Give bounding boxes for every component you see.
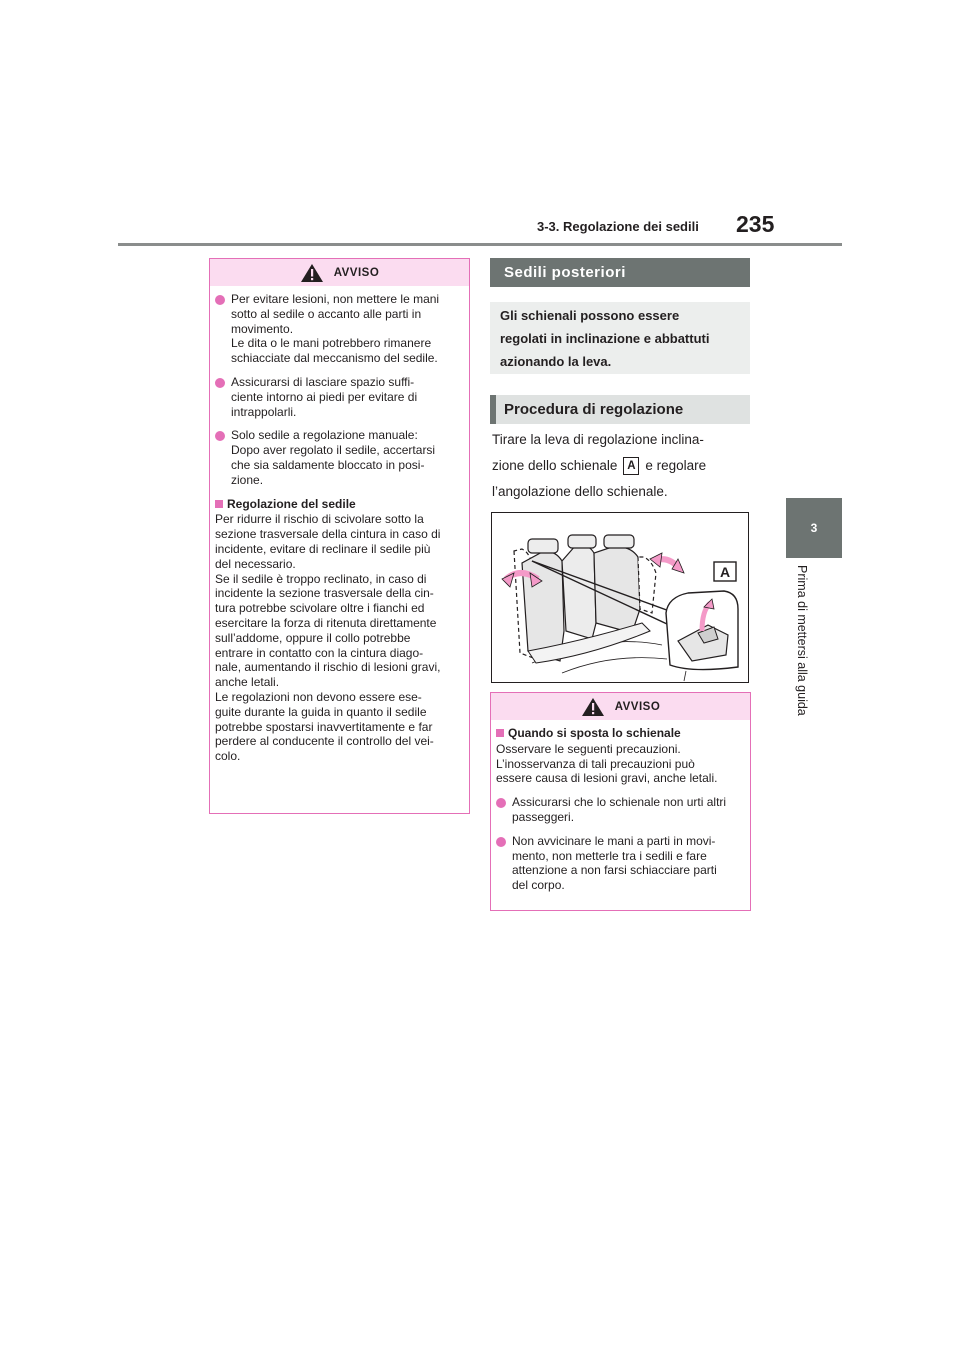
warning-bullet: Per evitare lesioni, non mettere le mani sotto al sedile o accanto alle parti in movimento. Le dita o le mani potrebbero rimanere schiacciate dal meccanismo del sedile.: [215, 292, 461, 366]
bullet-dot-icon: [215, 431, 225, 441]
warning-bullet: Non avvicinare le mani a parti in movi- mento, non metterle tra i sedili e fare attenzione a non farsi schiacciare parti del corpo.: [496, 834, 742, 893]
page-number: 235: [736, 211, 775, 237]
warning-triangle-icon: [581, 697, 605, 717]
warning-bullet: Solo sedile a regolazione manuale: Dopo aver regolato il sedile, accertarsi che sia saldamente bloccato in posi- zione.: [215, 428, 461, 487]
warning-subheading: Quando si sposta lo schienale: [496, 726, 742, 741]
section-title: 3-3. Regolazione dei sedili: [537, 219, 699, 234]
square-bullet-icon: [496, 729, 504, 737]
warning-header: [491, 693, 750, 720]
warning-box-right: [490, 692, 751, 911]
bullet-dot-icon: [496, 837, 506, 847]
warning-paragraph: Osservare le seguenti precauzioni. L’inosservanza di tali precauzioni può essere causa di lesioni gravi, anche letali.: [496, 741, 718, 786]
intro-text: Gli schienali possono essere regolati in inclinazione e abbattuti azionando la leva.: [500, 308, 710, 369]
warning-header: [210, 259, 469, 286]
warning-box-left: [209, 258, 470, 814]
warning-title: AVVISO: [614, 700, 661, 713]
intro-box: [490, 302, 750, 374]
rear-seat-drawing: [492, 513, 748, 682]
bullet-dot-icon: [215, 378, 225, 388]
header-rule: [118, 243, 842, 246]
chapter-title: Prima di mettersi alla guida: [795, 565, 809, 716]
warning-triangle-icon: [300, 263, 324, 283]
warning-subheading: Regolazione del sedile: [215, 497, 461, 512]
bullet-dot-icon: [215, 295, 225, 305]
warning-bullet: Assicurarsi che lo schienale non urti altri passeggeri.: [496, 795, 742, 825]
warning-paragraph: Per ridurre il rischio di scivolare sotto la sezione trasversale della cintura in caso di incidente, evitare di reclinare il sedile più del necessario. Se il sedile è troppo reclinato, in caso di incidente la sezione trasversale della cin- tura potrebbe scivolare oltre i fianchi ed esercitare la forza di ritenuta direttamente sull’addome, oppure il collo potrebbe entrare in contatto con la cintura diago- nale, aumentando il rischio di lesioni gravi, anche letali. Le regolazioni non devono essere ese- guite durante la guida in quanto il sedile potrebbe spostarsi inavvertitamente e far perdere al conducente il controllo del vei- colo.: [215, 512, 441, 764]
label-a-box: A: [623, 457, 639, 475]
procedure-text: Tirare la leva di regolazione inclina- zione dello schienale A e regolare l’angolazione dello schienale.: [492, 432, 707, 499]
square-bullet-icon: [215, 500, 223, 508]
bullet-dot-icon: [496, 798, 506, 808]
section-heading: Sedili posteriori: [490, 258, 750, 287]
warning-bullet: Assicurarsi di lasciare spazio suffi- ciente intorno ai piedi per evitare di intrappolarli.: [215, 375, 461, 419]
warning-title: AVVISO: [333, 266, 380, 279]
rear-seat-illustration: [491, 512, 749, 683]
procedure-heading: Procedura di regolazione: [490, 395, 750, 424]
chapter-number-tab[interactable]: 3: [786, 498, 842, 558]
figure-label-a: A: [719, 564, 731, 580]
